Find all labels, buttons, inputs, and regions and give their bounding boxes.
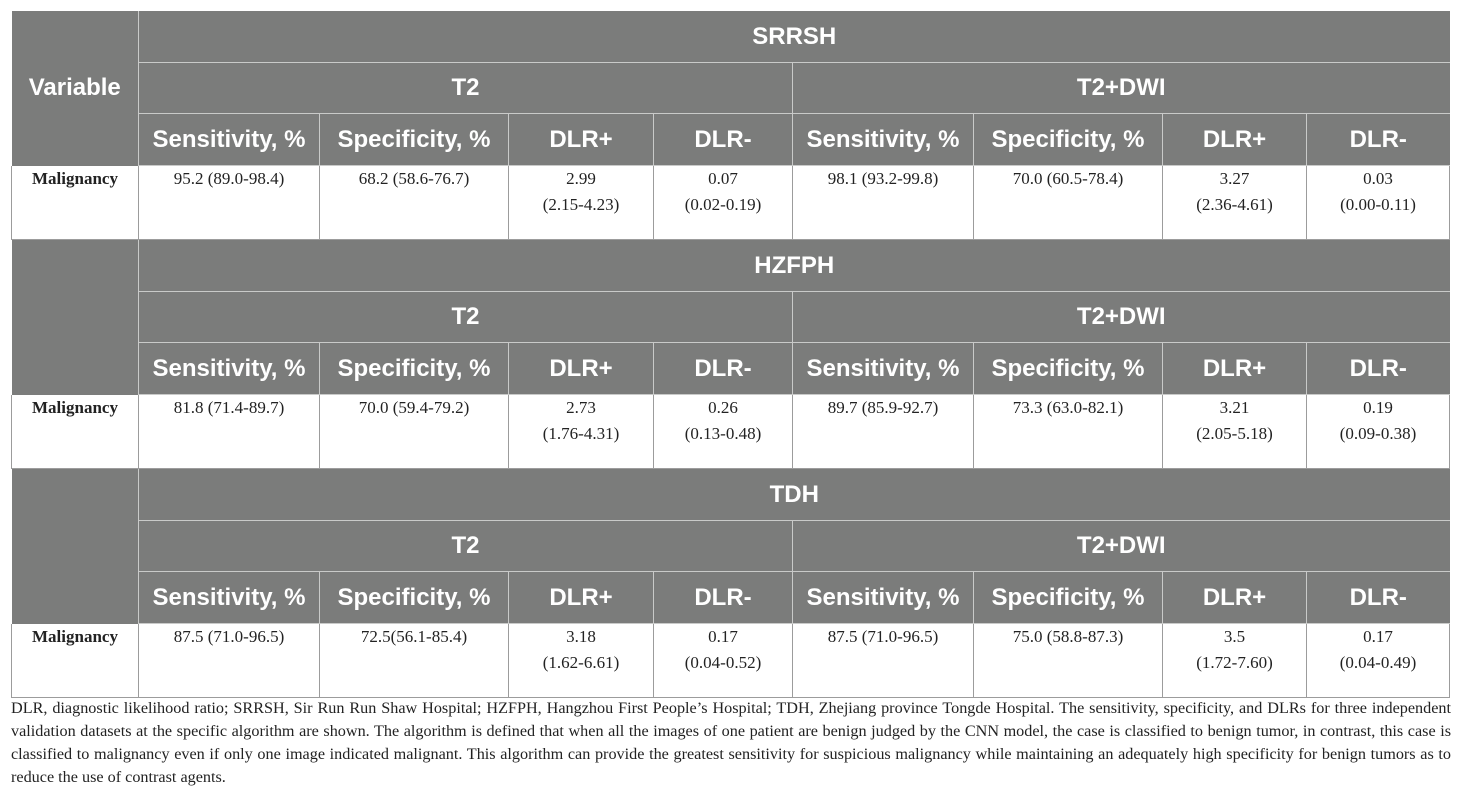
cell-value: 3.18 [566, 627, 596, 646]
table-cell [654, 395, 793, 469]
cell-ci: (0.04-0.49) [1339, 653, 1417, 672]
group-header-row [12, 521, 1450, 572]
column-header: DLR- [654, 114, 793, 166]
table-cell [509, 166, 654, 240]
table-cell [1307, 624, 1450, 698]
section-header-row [12, 11, 1450, 63]
column-header: DLR- [1307, 572, 1450, 624]
column-header: Specificity, % [320, 114, 509, 166]
section-header-row [12, 240, 1450, 292]
cell-value: 0.19 [1363, 398, 1393, 417]
column-header: DLR- [1307, 343, 1450, 395]
table-cell [654, 166, 793, 240]
cell-value: 2.73 [566, 398, 596, 417]
cell-value: 0.07 [708, 169, 738, 188]
cell-value: 89.7 (85.9-92.7) [827, 398, 939, 417]
group-header: T2+DWI [793, 292, 1450, 343]
table-cell [139, 395, 320, 469]
cell-value: 0.17 [1363, 627, 1393, 646]
column-header: Sensitivity, % [139, 114, 320, 166]
column-header: DLR- [654, 343, 793, 395]
table-cell [974, 395, 1163, 469]
cell-value: 87.5 (71.0-96.5) [173, 627, 285, 646]
column-header: DLR+ [509, 114, 654, 166]
table-cell [320, 395, 509, 469]
section-header-row [12, 469, 1450, 521]
group-header-row [12, 292, 1450, 343]
section-title: TDH [139, 469, 1450, 521]
table-cell [139, 624, 320, 698]
column-header: Specificity, % [974, 572, 1163, 624]
row-label: Malignancy [12, 395, 139, 469]
table-cell [1307, 395, 1450, 469]
cell-ci: (2.15-4.23) [542, 195, 620, 214]
table-cell [320, 166, 509, 240]
column-header-row [12, 343, 1450, 395]
table-cell [974, 166, 1163, 240]
column-header: DLR+ [509, 572, 654, 624]
table-cell [654, 624, 793, 698]
table-row [12, 395, 1450, 469]
table-cell [793, 166, 974, 240]
column-header: Sensitivity, % [139, 343, 320, 395]
section-title: HZFPH [139, 240, 1450, 292]
table-cell [1163, 624, 1307, 698]
variable-header-cell: Variable [28, 74, 121, 102]
row-label: Malignancy [12, 624, 139, 698]
cell-value: 0.26 [708, 398, 738, 417]
table-cell [1307, 166, 1450, 240]
results-table-container [11, 11, 1449, 698]
group-header: T2+DWI [793, 521, 1450, 572]
cell-ci: (2.36-4.61) [1196, 195, 1273, 214]
column-header: DLR+ [1163, 114, 1307, 166]
table-cell [793, 395, 974, 469]
table-cell [509, 395, 654, 469]
cell-value: 3.27 [1219, 169, 1250, 188]
column-header-row [12, 572, 1450, 624]
cell-value: 75.0 (58.8-87.3) [1012, 627, 1124, 646]
table-cell [793, 624, 974, 698]
group-header: T2 [139, 63, 793, 114]
column-header: DLR+ [509, 343, 654, 395]
table-cell [509, 624, 654, 698]
cell-ci: (0.13-0.48) [684, 424, 762, 443]
cell-value: 95.2 (89.0-98.4) [173, 169, 285, 188]
cell-value: 3.21 [1219, 398, 1250, 417]
cell-ci: (0.04-0.52) [684, 653, 762, 672]
row-label: Malignancy [12, 166, 139, 240]
cell-value: 87.5 (71.0-96.5) [827, 627, 939, 646]
table-cell [1163, 395, 1307, 469]
table-cell [320, 624, 509, 698]
cell-value: 68.2 (58.6-76.7) [358, 169, 470, 188]
cell-value: 70.0 (60.5-78.4) [1012, 169, 1124, 188]
group-header: T2+DWI [793, 63, 1450, 114]
cell-value: 73.3 (63.0-82.1) [1012, 398, 1124, 417]
column-header: Sensitivity, % [793, 343, 974, 395]
column-header: Specificity, % [320, 343, 509, 395]
table-row [12, 624, 1450, 698]
table-row [12, 166, 1450, 240]
cell-value: 0.17 [708, 627, 738, 646]
column-header: Sensitivity, % [139, 572, 320, 624]
cell-value: 70.0 (59.4-79.2) [358, 398, 470, 417]
results-table [11, 11, 1450, 698]
cell-value: 81.8 (71.4-89.7) [173, 398, 285, 417]
cell-ci: (1.62-6.61) [542, 653, 620, 672]
column-header: DLR+ [1163, 343, 1307, 395]
cell-value: 0.03 [1363, 169, 1393, 188]
column-header: Specificity, % [320, 572, 509, 624]
cell-ci: (0.02-0.19) [684, 195, 762, 214]
table-cell [139, 166, 320, 240]
column-header: Specificity, % [974, 343, 1163, 395]
cell-value: 2.99 [566, 169, 596, 188]
variable-header-cell [12, 469, 139, 624]
column-header-row [12, 114, 1450, 166]
cell-ci: (0.09-0.38) [1339, 424, 1417, 443]
variable-header-cell [12, 240, 139, 395]
column-header: Sensitivity, % [793, 572, 974, 624]
column-header: DLR- [1307, 114, 1450, 166]
cell-value: 3.5 [1223, 627, 1246, 646]
cell-ci: (1.76-4.31) [542, 424, 620, 443]
table-footnote: DLR, diagnostic likelihood ratio; SRRSH, Sir Run Run Shaw Hospital; HZFPH, Hangzhou First People’s Hospital; TDH, Zhejiang province Tongde Hospital. The sensitivity, specificity, and DLRs for three independent validation datasets at the specific algorithm are shown. The algorithm is defined that when all the images of one patient are benign judged by the CNN model, the case is classified to benign tumor, in contrast, this case is classified to malignancy even if only one image indicated malignant. This algorithm can provide the greatest sensitivity for suspicious malignancy while maintaining an adequately high specificity for benign tumors as to reduce the use of contrast agents. [11, 699, 1451, 786]
group-header: T2 [139, 292, 793, 343]
column-header: DLR+ [1163, 572, 1307, 624]
column-header: Sensitivity, % [793, 114, 974, 166]
column-header: DLR- [654, 572, 793, 624]
group-header-row [12, 63, 1450, 114]
cell-value: 98.1 (93.2-99.8) [827, 169, 939, 188]
column-header: Specificity, % [974, 114, 1163, 166]
cell-ci: (0.00-0.11) [1340, 195, 1416, 214]
group-header: T2 [139, 521, 793, 572]
cell-ci: (2.05-5.18) [1196, 424, 1273, 443]
table-cell [974, 624, 1163, 698]
cell-ci: (1.72-7.60) [1196, 653, 1273, 672]
cell-value: 72.5(56.1-85.4) [360, 627, 468, 646]
section-title: SRRSH [139, 11, 1450, 63]
table-cell [1163, 166, 1307, 240]
